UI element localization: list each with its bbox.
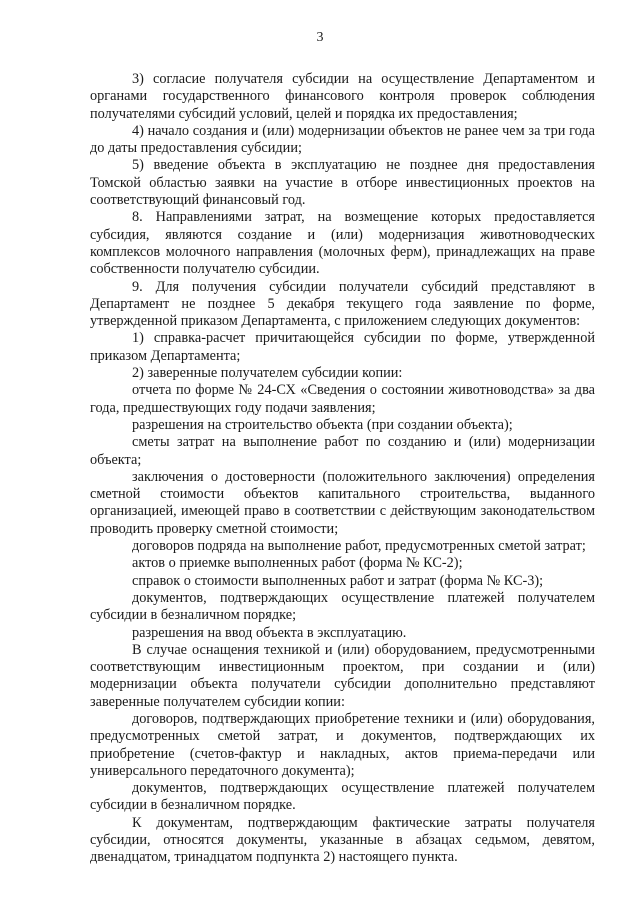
paragraph-equipment-payments: документов, подтверждающих осуществление платежей получателем субсидии в безналичном порядке. [90, 780, 595, 814]
paragraph-equipment-case: В случае оснащения техникой и (или) оборудованием, предусмотренными соответствующим инвестиционным проектом, при создании и (или) модернизации объекта получатели субсидии дополнительно представляют заверенные получателем субсидии копии: [90, 641, 595, 710]
paragraph-payment-documents: документов, подтверждающих осуществление платежей получателем субсидии в безналичном порядке; [90, 589, 595, 624]
paragraph-reliability-conclusion: заключения о достоверности (положительного заключения) определения сметной стоимости объектов капитального строительства, выданного организацией, имеющей право в соответствии с действующим законодательством проводить проверку сметной стоимости; [90, 468, 595, 537]
paragraph-certified-copies: 2) заверенные получателем субсидии копии: [132, 365, 403, 382]
paragraph-consent: 3) согласие получателя субсидии на осуществление Департаментом и органами государственного финансового контроля проверок соблюдения получателями субсидий условий, целей и порядка их предоставления; [90, 71, 595, 122]
paragraph-cost-directions: 8. Направлениями затрат, на возмещение которых предоставляется субсидия, являются создание и (или) модернизация животноводческих комплексов молочного направления (молочных ферм), принадлежащих на праве собственности получателю субсидии. [90, 209, 595, 278]
paragraph-start-of-creation: 4) начало создания и (или) модернизации объектов не ранее чем за три года до даты предоставления субсидии; [90, 122, 595, 157]
paragraph-certificates-ks3: справок о стоимости выполненных работ и затрат (форма № КС-3); [132, 572, 544, 589]
paragraph-acts-ks2: актов о приемке выполненных работ (форма № КС-2); [132, 555, 463, 572]
paragraph-commissioning: 5) введение объекта в эксплуатацию не позднее дня предоставления Томской областью заявки на участие в отборе инвестиционных проектов на соответствующий финансовый год. [90, 157, 595, 209]
paragraph-cost-estimate: сметы затрат на выполнение работ по созданию и (или) модернизации объекта; [90, 434, 595, 468]
paragraph-contracts: договоров подряда на выполнение работ, предусмотренных сметой затрат; [132, 538, 586, 555]
paragraph-building-permit: разрешения на строительство объекта (при создании объекта); [132, 416, 513, 433]
paragraph-application: 9. Для получения субсидии получатели субсидий представляют в Департамент не позднее 5 декабря текущего года заявление по форме, утвержденной приказом Департамента, с приложением следующих документов: [90, 278, 595, 330]
paragraph-operation-permit: разрешения на ввод объекта в эксплуатацию. [132, 624, 407, 641]
paragraph-actual-costs: К документам, подтверждающим фактические затраты получателя субсидии, относятся документы, указанные в абзацах седьмом, девятом, двенадцатом, тринадцатом подпункта 2) настоящего пункта. [90, 814, 595, 866]
paragraph-calculation-certificate: 1) справка-расчет причитающейся субсидии по форме, утвержденной приказом Департамента; [90, 330, 595, 364]
paragraph-livestock-report: отчета по форме № 24-СХ «Сведения о состоянии животноводства» за два года, предшествующих году подачи заявления; [90, 382, 595, 416]
paragraph-equipment-contracts: договоров, подтверждающих приобретение техники и (или) оборудования, предусмотренных сметой затрат, и документов, подтверждающих их приобретение (счетов-фактур и накладных, актов приема-передачи или универсального передаточного документа); [90, 710, 595, 779]
page-number: 3 [316, 30, 324, 45]
document-body [90, 71, 595, 867]
